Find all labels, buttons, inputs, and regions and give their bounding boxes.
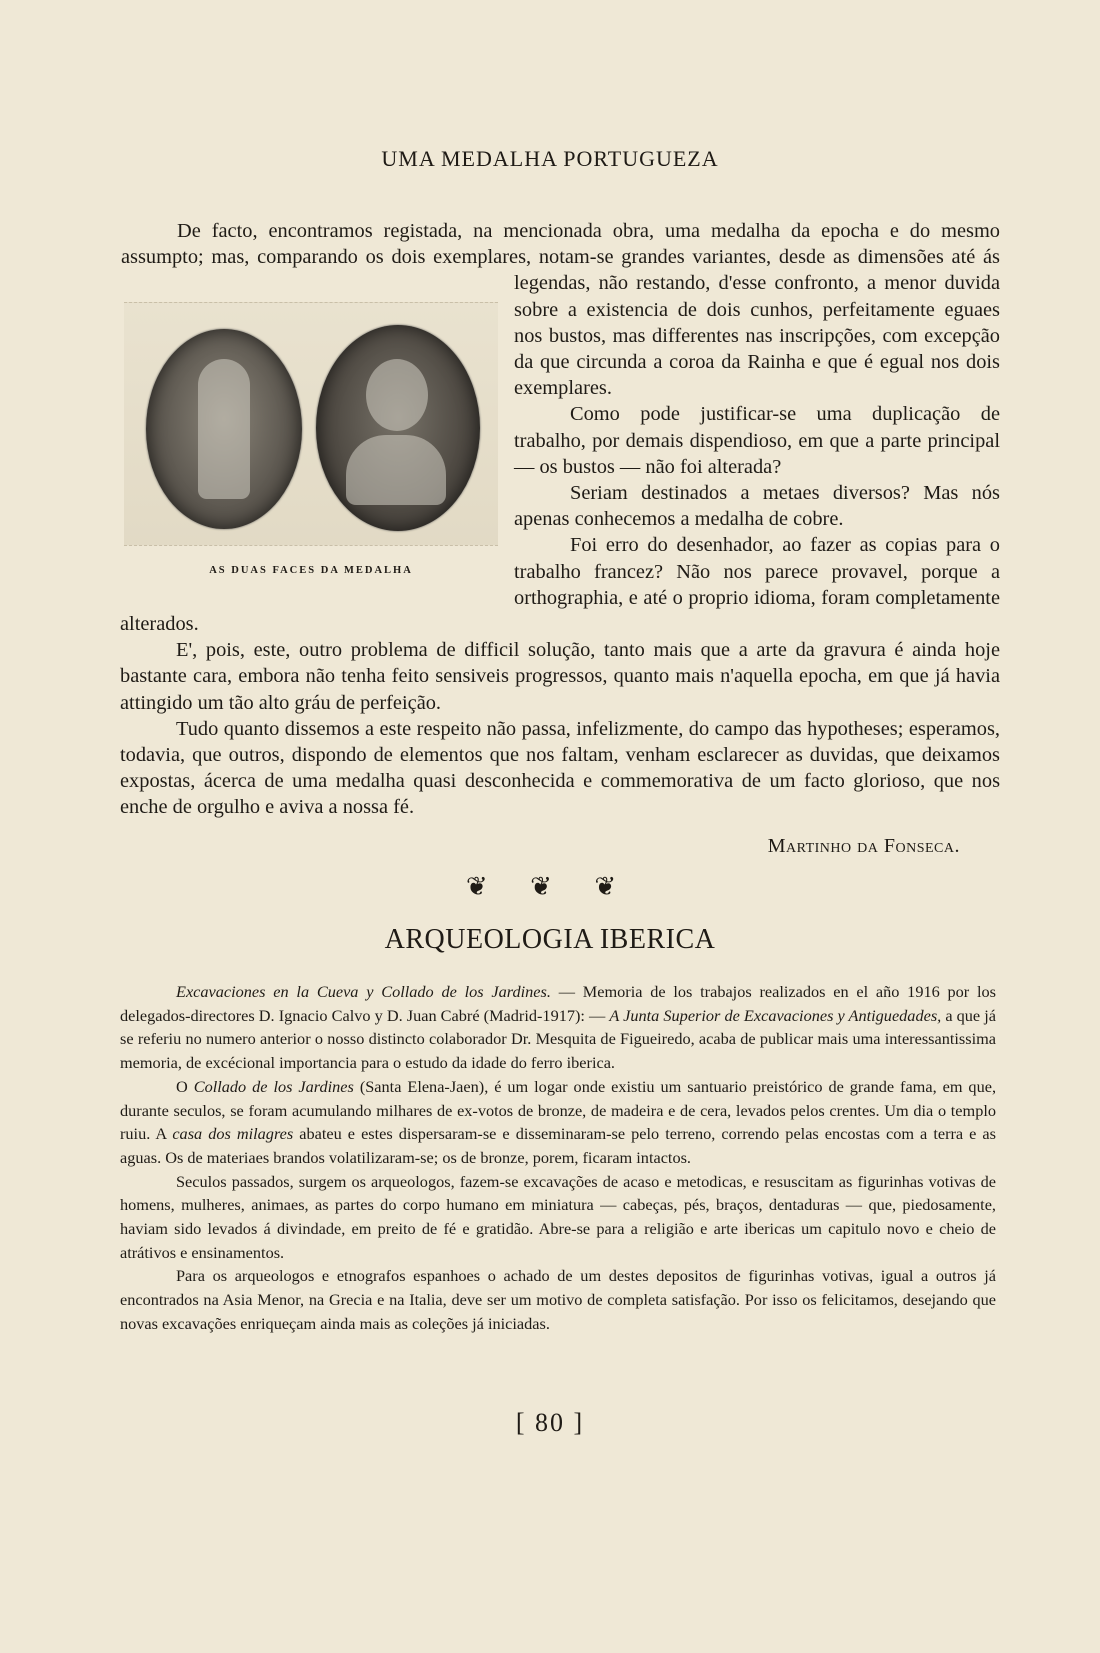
institution-name: A Junta Superior de Excavaciones y Antiguedades, — [609, 1005, 942, 1025]
paragraph-text: a que já se referiu no numero anterior o nosso distincto colaborador Dr. Mesquita de Figueiredo, acaba de publicar mais uma interessantissima memoria, de excécional importancia para o estudo da idade do ferro iberica. — [120, 1005, 996, 1073]
medal-reverse-image — [316, 325, 480, 531]
figure-caption: AS DUAS FACES DA MEDALHA — [209, 565, 413, 576]
paragraph-text: abateu e estes dispersaram-se e disseminaram-se pelo terreno, correndo pelas encostas com a terra e as aguas. Os de materiaes brandos volatilizaram-se; os de bronze, porem, ficaram intactos. — [120, 1124, 996, 1167]
paragraph — [120, 1075, 996, 1170]
article-arqueologia — [120, 980, 996, 1336]
paragraph-text: O — [176, 1076, 194, 1096]
veiled-figure-image — [198, 359, 250, 499]
bust-head-image — [366, 359, 428, 431]
paragraph: Seriam destinados a metaes diversos? Mas nós apenas conhecemos a medalha de cobre. — [514, 482, 1000, 531]
italic-term: casa dos milagres — [172, 1124, 294, 1144]
medal-plate-image — [124, 302, 498, 546]
paragraph: Tudo quanto dissemos a este respeito não passa, infelizmente, do campo das hypotheses; esperamos, todavia, que outros, dispondo de elementos que nos faltam, venham esclarecer as duvidas, que deixamos expostas, ácerca de uma medalha quasi desconhecida e commemorativa de um facto glorioso, que nos enche de orgulho e aviva a nossa fé. — [120, 717, 1000, 819]
author-signature: Martinho da Fonseca. — [767, 834, 960, 857]
article-medalha — [120, 218, 1000, 859]
paragraph: E', pois, este, outro problema de difficil solução, tanto mais que a arte da gravura é ainda hoje bastante cara, embora não tenha feito sensiveis progressos, quanto mais n'aquella epocha, em que já havia attingido um tão alto gráu de perfeição. — [120, 639, 1000, 714]
paragraph-text: — Memoria de los trabajos realizados en el año 1916 por los delegados-directores D. Ignacio Calvo y D. Juan Cabré (Madrid-1917): — — [120, 982, 996, 1025]
section-ornaments: ❦ ❦ ❦ — [465, 872, 635, 901]
paragraph: Foi erro do desenhador, ao fazer as copias para o trabalho francez? Não nos parece provavel, porque a orthographia, e até o proprio idioma, foram completamente alterados. — [120, 534, 1000, 636]
medal-figure — [120, 296, 502, 601]
medal-obverse-image — [146, 329, 302, 529]
paragraph-text: De facto, encontramos registada, na mencionada obra, uma medalha da epocha e do mesmo assumpto; mas, comparando os dois exemplares, notam-se grandes variantes, desde as dimensões até ás legendas, não restando, d'esse confronto, a menor duvida sobre a existencia de dois cunhos, perfeitamente eguaes nos bustos, mas differentes nas inscripções, com excepção da que circunda a coroa da Rainha e que é egual nos dois exemplares. — [121, 220, 1000, 400]
page-number: [ 80 ] — [515, 1408, 585, 1437]
section-title: ARQUEOLOGIA IBERICA — [384, 924, 716, 955]
book-title: Excavaciones en la Cueva y Collado de los Jardines. — [176, 982, 551, 1001]
paragraph — [120, 980, 996, 1075]
paragraph: Seculos passados, surgem os arqueologos, fazem-se excavações de acaso e metodicas, e resuscitam as figurinhas votivas de homens, mulheres, animaes, as partes do corpo humano em miniatura — cabeças, pés, braços, dentaduras — que, piedosamente, haviam sido levados á divindade, em preito de fé e gratidão. Abre-se para a religião e arte ibericas um capitulo novo e cheio de atrátivos e ensinamentos. — [120, 1171, 996, 1262]
paragraph-text: (Santa Elena-Jaen), é um logar onde existiu um santuario preistórico de grande fama, em que, durante seculos, se foram acumulando milhares de ex-votos de bronze, de madeira e de cera, levados pelos crentes. Um dia o templo ruiu. A — [120, 1076, 997, 1144]
running-head: UMA MEDALHA PORTUGUEZA — [381, 146, 719, 171]
paragraph: Para os arqueologos e etnografos espanhoes o achado de um destes depositos de figurinhas votivas, igual a outros já encontrados na Asia Menor, na Grecia e na Italia, deve ser um motivo de completa satisfação. Por isso os felicitamos, desejando que novas excavações enriqueçam ainda mais as coleções já iniciadas. — [120, 1266, 996, 1333]
paragraph: Como pode justificar-se uma duplicação de trabalho, por demais dispendioso, em que a parte principal — os bustos — não foi alterada? — [514, 403, 1000, 478]
place-name: Collado de los Jardines — [193, 1076, 354, 1096]
bust-body-image — [346, 435, 446, 505]
